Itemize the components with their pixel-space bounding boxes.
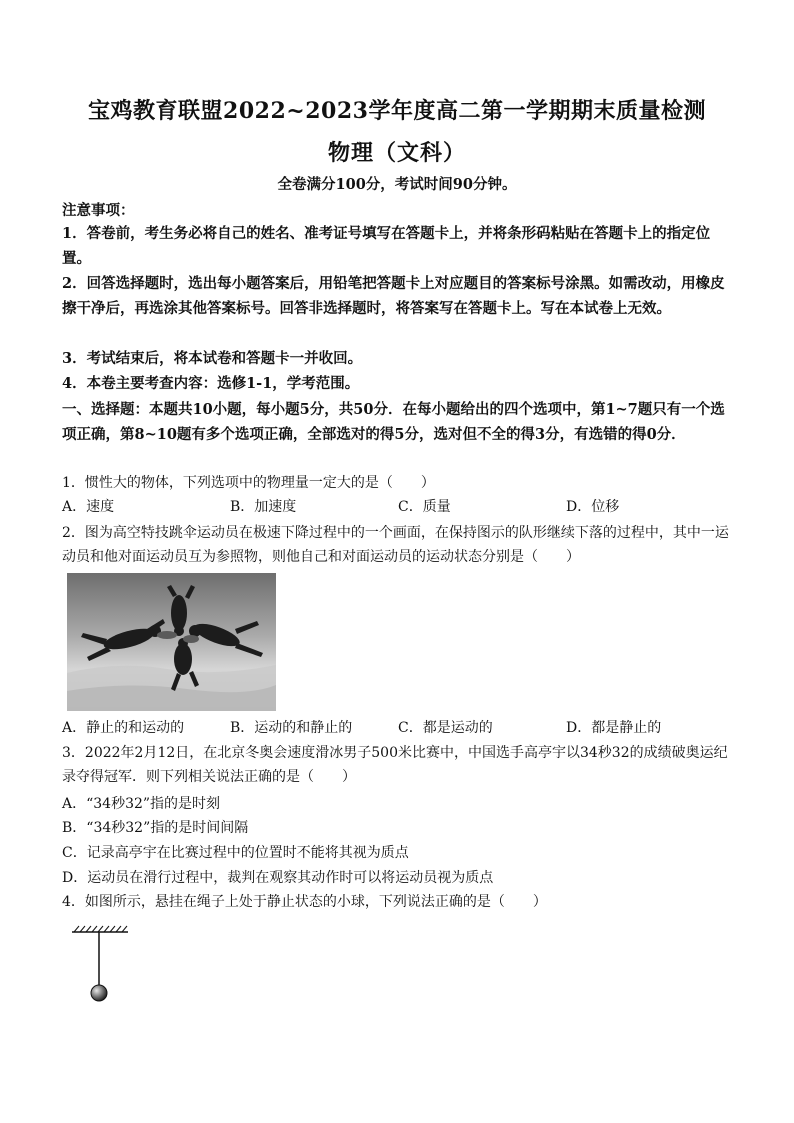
q3-stem: 3．2022年2月12日，在北京冬奥会速度滑冰男子500米比赛中，中国选手高亭宇以34秒32的成绩破奥运纪录夺得冠军．则下列相关说法正确的是（ ） [62,745,728,785]
q2-option-c: C．都是运动的 [398,720,493,736]
note-item-1: 1．答卷前，考生务必将自己的姓名、准考证号填写在答题卡上，并将条形码粘贴在答题卡上的指定位置。 [62,225,711,267]
q1-option-a: A．速度 [62,499,115,515]
q1-option-b: B．加速度 [230,499,297,515]
exam-subject: 物理（文科） [327,140,466,166]
q1-option-d: D．位移 [566,499,620,515]
q1-stem: 1．惯性大的物体，下列选项中的物理量一定大的是（ ） [62,475,435,491]
exam-title: 宝鸡教育联盟2022~2023学年度高二第一学期期末质量检测 [88,98,706,124]
q3-option-a: A．“34秒32”指的是时刻 [62,796,221,812]
exam-meta: 全卷满分100分，考试时间90分钟。 [277,176,517,193]
note-item-4: 4．本卷主要考查内容：选修1-1，学考范围。 [62,375,360,392]
notes-heading: 注意事项： [62,202,135,219]
q1-options [62,496,732,520]
q2-option-d: D．都是静止的 [566,720,662,736]
q1-option-c: C．质量 [398,499,451,515]
section1-intro: 一、选择题：本题共10小题，每小题5分，共50分．在每小题给出的四个选项中，第1~7题只有一个选项正确，第8~10题有多个选项正确，全部选对的得5分，选对但不全的得3分，有选错的得0分． [62,401,725,443]
q3-option-b: B．“34秒32”指的是时间间隔 [62,820,249,836]
q4-stem: 4．如图所示，悬挂在绳子上处于静止状态的小球，下列说法正确的是（ ） [62,894,547,910]
note-item-2: 2．回答选择题时，选出每小题答案后，用铅笔把答题卡上对应题目的答案标号涂黑。如需改动，用橡皮擦干净后，再选涂其他答案标号。回答非选择题时，将答案写在答题卡上。写在本试卷上无效。 [62,275,725,317]
q2-option-b: B．运动的和静止的 [230,720,353,736]
q2-options [62,717,732,741]
pendulum-figure [70,924,130,1008]
q3-option-c: C．记录高亭宇在比赛过程中的位置时不能将其视为质点 [62,845,409,861]
note-item-3: 3．考试结束后，将本试卷和答题卡一并收回。 [62,350,363,367]
q2-option-a: A．静止的和运动的 [62,720,185,736]
q2-stem: 2．图为高空特技跳伞运动员在极速下降过程中的一个画面，在保持图示的队形继续下落的过程中，其中一运动员和他对面运动员互为参照物，则他自己和对面运动员的运动状态分别是（ ） [62,525,729,565]
q3-option-d: D．运动员在滑行过程中，裁判在观察其动作时可以将运动员视为质点 [62,870,494,886]
skydivers-photo [67,573,276,711]
